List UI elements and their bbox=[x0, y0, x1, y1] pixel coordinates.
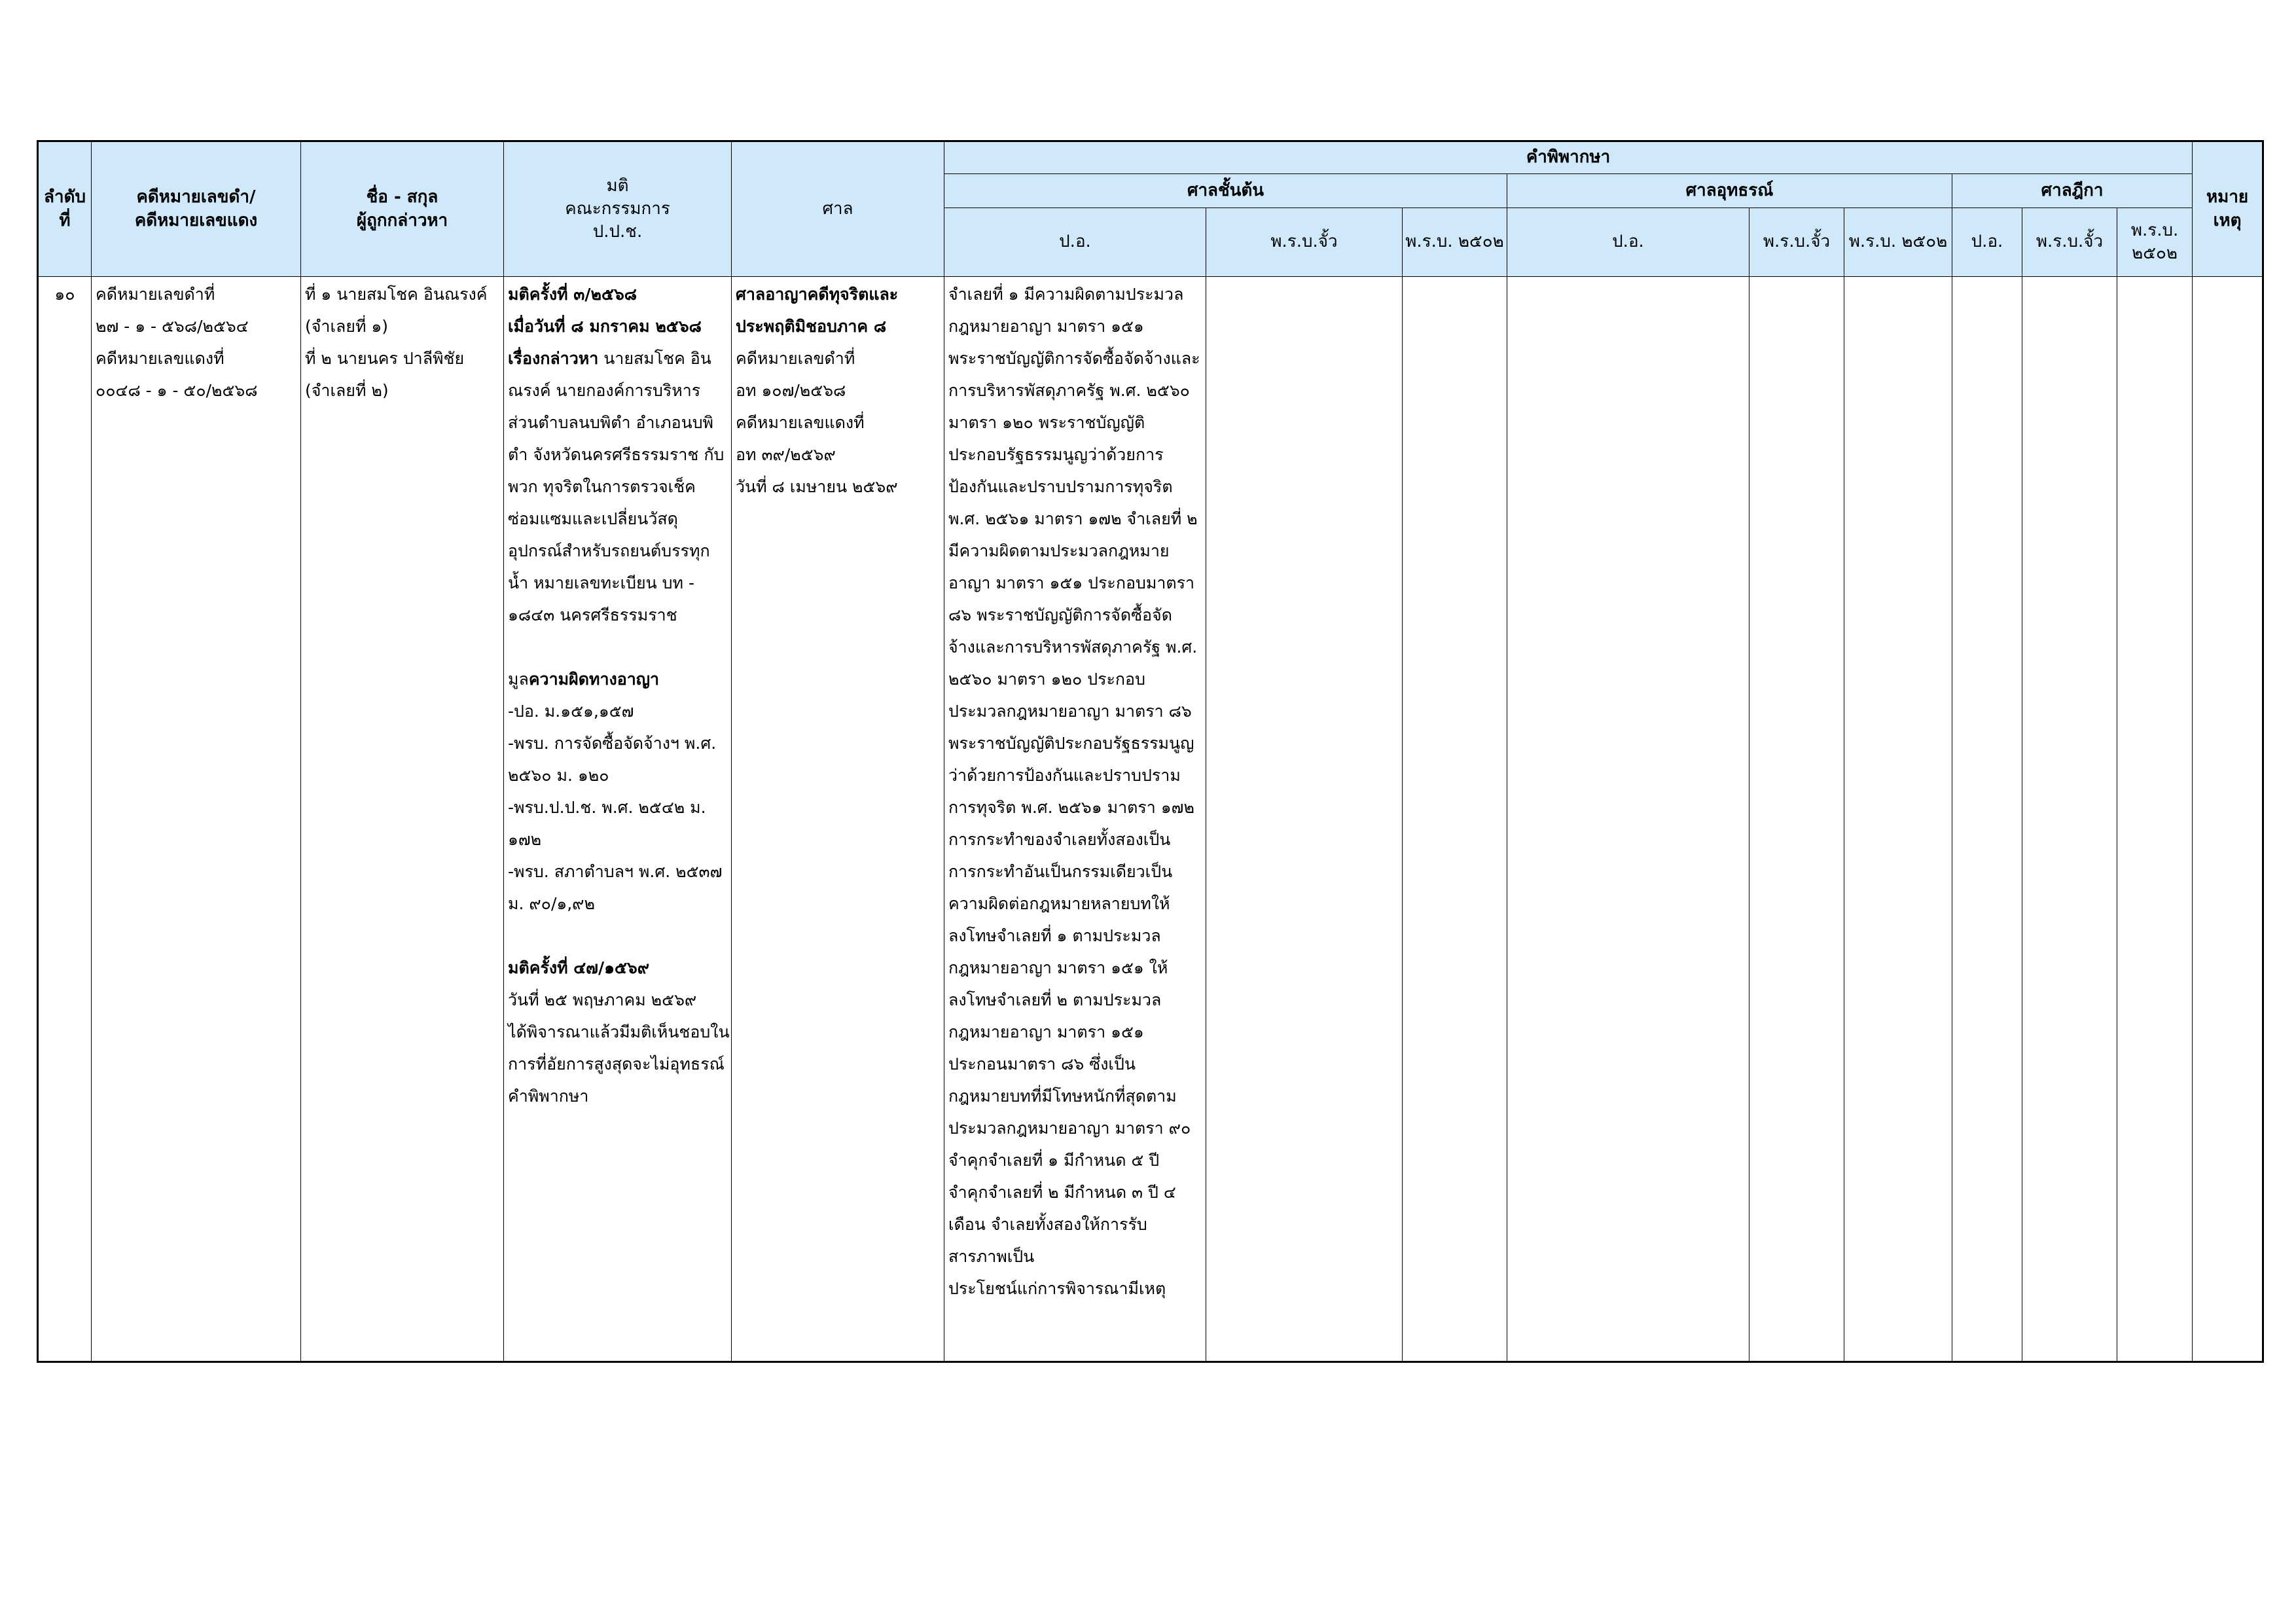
header-supreme-criminal-code: ป.อ. bbox=[1952, 208, 2022, 277]
cell-court: ศาลอาญาคดีทุจริตและ ประพฤติมิชอบภาค ๘ คดีหมายเลขดำที่ อท ๑๐๗/๒๕๖๘ คดีหมายเลขแดงที่ อท ๓๙/๒๕๖๙ วันที่ ๘ เมษายน ๒๕๖๙ bbox=[732, 277, 944, 1362]
cell-accused-name: ที่ ๑ นายสมโชค อินณรงค์ (จำเลยที่ ๑) ที่ ๒ นายนคร ปาลีพิชัย (จำเลยที่ ๒) bbox=[301, 277, 504, 1362]
header-court: ศาล bbox=[732, 141, 944, 277]
header-appeal-procurement-act: พ.ร.บ.จั้ว bbox=[1749, 208, 1844, 277]
resolution-second-title: มติครั้งที่ ๔๗/๑๕๖๙ bbox=[508, 958, 650, 977]
header-appeal-act-2502: พ.ร.บ. ๒๕๐๒ bbox=[1844, 208, 1952, 277]
header-resolution: มติ คณะกรรมการ ป.ป.ช. bbox=[504, 141, 732, 277]
cell-supreme-procurement-act bbox=[2022, 277, 2117, 1362]
resolution-first-date: เมื่อวันที่ ๘ มกราคม ๒๕๖๘ bbox=[508, 317, 702, 336]
header-remark: หมาย เหตุ bbox=[2193, 141, 2263, 277]
header-first-act-2502: พ.ร.บ. ๒๕๐๒ bbox=[1403, 208, 1507, 277]
header-first-criminal-code: ป.อ. bbox=[944, 208, 1206, 277]
header-supreme-act-2502: พ.ร.บ. ๒๕๐๒ bbox=[2117, 208, 2193, 277]
header-first-instance-court: ศาลชั้นต้น bbox=[944, 174, 1507, 208]
header-supreme-procurement-act: พ.ร.บ.จั้ว bbox=[2022, 208, 2117, 277]
judgment-table bbox=[37, 140, 2264, 1363]
header-supreme-court: ศาลฎีกา bbox=[1952, 174, 2193, 208]
header-accused-name: ชื่อ - สกุล ผู้ถูกกล่าวหา bbox=[301, 141, 504, 277]
cell-appeal-criminal-code bbox=[1507, 277, 1749, 1362]
header-case-number: คดีหมายเลขดำ/ คดีหมายเลขแดง bbox=[92, 141, 301, 277]
table-row bbox=[38, 277, 2263, 1362]
header-appeal-court: ศาลอุทธรณ์ bbox=[1507, 174, 1952, 208]
cell-first-act-2502 bbox=[1403, 277, 1507, 1362]
resolution-first-title: มติครั้งที่ ๓/๒๕๖๘ bbox=[508, 285, 637, 304]
cell-first-procurement-act bbox=[1206, 277, 1403, 1362]
cell-appeal-procurement-act bbox=[1749, 277, 1844, 1362]
cell-resolution: มติครั้งที่ ๓/๒๕๖๘ เมื่อวันที่ ๘ มกราคม ๒๕๖๘ เรื่องกล่าวหา นายสมโชค อิน ณรงค์ นายกองค์การบริหาร ส่วนตำบลนบพิตำ อำเภอนบพิ ตำ จังหวัดนครศรีธรรมราช กับ พวก ทุจริตในการตรวจเช็ค ซ่อมแซมและเปลี่ยนวัสดุ อุปกรณ์สำหรับรถยนต์บรรทุก น้ำ หมายเลขทะเบียน บท - ๑๘๔๓ นครศรีธรรมราช มูลความผิดทางอาญา -ปอ. ม.๑๕๑,๑๕๗ -พรบ. การจัดซื้อจัดจ้างฯ พ.ศ. ๒๕๖๐ ม. ๑๒๐ -พรบ.ป.ป.ช. พ.ศ. ๒๕๔๒ ม. ๑๗๒ -พรบ. สภาตำบลฯ พ.ศ. ๒๕๓๗ ม. ๙๐/๑,๙๒ มติครั้งที่ ๔๗/๑๕๖๙ วันที่ ๒๕ พฤษภาคม ๒๕๖๙ ได้พิจารณาแล้วมีมติเห็นชอบใน การที่อัยการสูงสุดจะไม่อุทธรณ์ คำพิพากษา bbox=[504, 277, 732, 1362]
cell-supreme-criminal-code bbox=[1952, 277, 2022, 1362]
cell-seq: ๑๐ bbox=[38, 277, 92, 1362]
subject-label: เรื่องกล่าวหา bbox=[508, 349, 599, 368]
header-first-procurement-act: พ.ร.บ.จั้ว bbox=[1206, 208, 1403, 277]
cell-remark bbox=[2193, 277, 2263, 1362]
header-appeal-criminal-code: ป.อ. bbox=[1507, 208, 1749, 277]
basis-label: ความผิดทางอาญา bbox=[528, 670, 660, 689]
cell-appeal-act-2502 bbox=[1844, 277, 1952, 1362]
cell-first-criminal-code: จำเลยที่ ๑ มีความผิดตามประมวล กฎหมายอาญา มาตรา ๑๕๑ พระราชบัญญัติการจัดซื้อจัดจ้างและ การบริหารพัสดุภาครัฐ พ.ศ. ๒๕๖๐ มาตรา ๑๒๐ พระราชบัญญัติ ประกอบรัฐธรรมนูญว่าด้วยการ ป้องกันและปราบปรามการทุจริต พ.ศ. ๒๕๖๑ มาตรา ๑๗๒ จำเลยที่ ๒ มีความผิดตามประมวลกฎหมาย อาญา มาตรา ๑๕๑ ประกอบมาตรา ๘๖ พระราชบัญญัติการจัดซื้อจัด จ้างและการบริหารพัสดุภาครัฐ พ.ศ. ๒๕๖๐ มาตรา ๑๒๐ ประกอบ ประมวลกฎหมายอาญา มาตรา ๘๖ พระราชบัญญัติประกอบรัฐธรรมนูญ ว่าด้วยการป้องกันและปราบปราม การทุจริต พ.ศ. ๒๕๖๑ มาตรา ๑๗๒ การกระทำของจำเลยทั้งสองเป็น การกระทำอันเป็นกรรมเดียวเป็น ความผิดต่อกฎหมายหลายบทให้ ลงโทษจำเลยที่ ๑ ตามประมวล กฎหมายอาญา มาตรา ๑๕๑ ให้ ลงโทษจำเลยที่ ๒ ตามประมวล กฎหมายอาญา มาตรา ๑๕๑ ประกอนมาตรา ๘๖ ซึ่งเป็น กฎหมายบทที่มีโทษหนักที่สุดตาม ประมวลกฎหมายอาญา มาตรา ๙๐ จำคุกจำเลยที่ ๑ มีกำหนด ๕ ปี จำคุกจำเลยที่ ๒ มีกำหนด ๓ ปี ๔ เดือน จำเลยทั้งสองให้การรับ สารภาพเป็น ประโยชน์แก่การพิจารณามีเหตุ bbox=[944, 277, 1206, 1362]
header-seq: ลำดับ ที่ bbox=[38, 141, 92, 277]
cell-supreme-act-2502 bbox=[2117, 277, 2193, 1362]
cell-case-number: คดีหมายเลขดำที่ ๒๗ - ๑ - ๕๖๘/๒๕๖๔ คดีหมายเลขแดงที่ ๐๐๔๘ - ๑ - ๕๐/๒๕๖๘ bbox=[92, 277, 301, 1362]
header-judgment: คำพิพากษา bbox=[944, 141, 2193, 174]
